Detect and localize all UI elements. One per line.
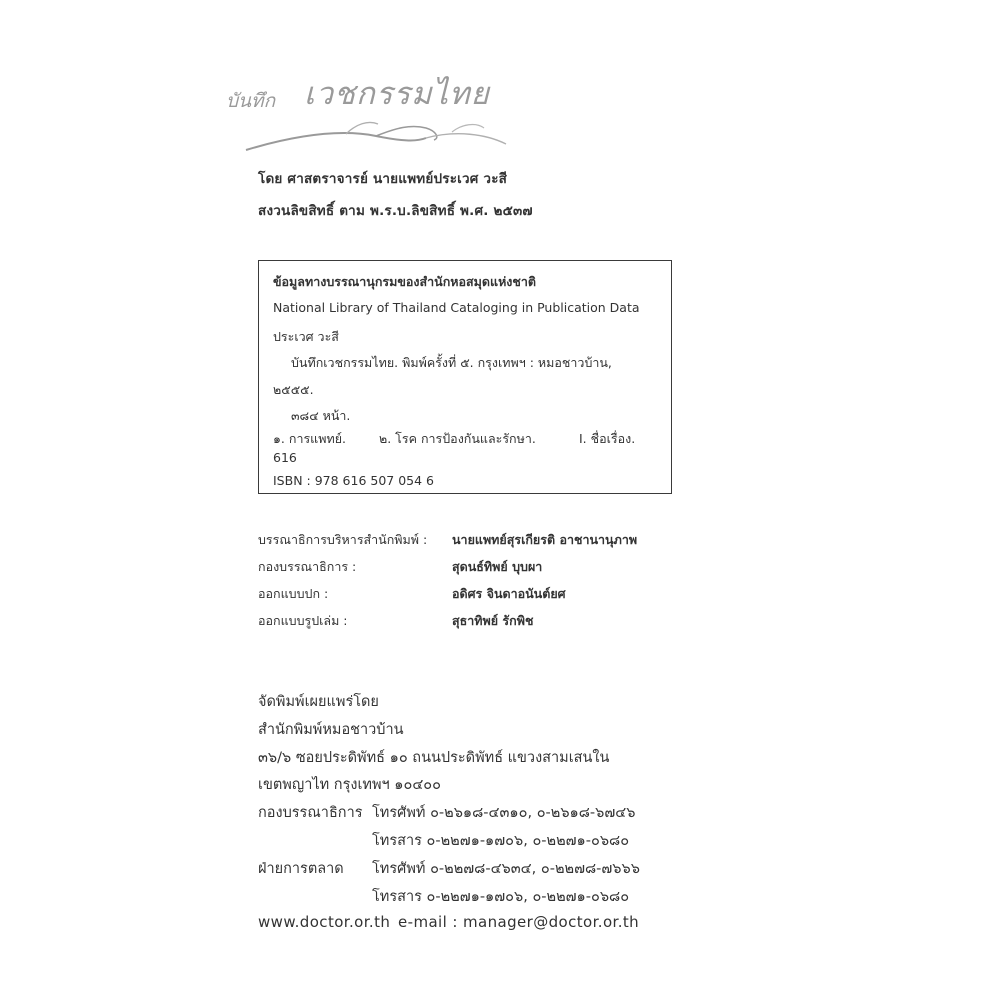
logo-small-text: บันทึก: [226, 90, 276, 112]
cip-heading-english: National Library of Thailand Cataloging in Publication Data: [273, 300, 640, 315]
editorial-fax: โทรสาร ๐-๒๒๗๑-๑๗๐๖, ๐-๒๒๗๑-๐๖๘๐: [372, 833, 630, 849]
logo-big-text: เวชกรรมไทย: [304, 76, 490, 112]
staff-value-executive-editor: นายแพทย์สุรเกียรติ อาชานานุภาพ: [452, 532, 638, 547]
cip-subject-1: ๑. การแพทย์.: [273, 431, 347, 446]
staff-value-layout-design: สุธาทิพย์ รักพิช: [452, 613, 534, 628]
cip-call-number: 616: [273, 450, 297, 465]
editorial-phone: โทรศัพท์ ๐-๒๖๑๘-๔๓๑๐, ๐-๒๖๑๘-๖๗๔๖: [372, 805, 636, 821]
staff-label-editorial: กองบรรณาธิการ :: [258, 559, 357, 574]
cip-title-line: บันทึกเวชกรรมไทย. พิมพ์ครั้งที่ ๕. กรุงเทพฯ : หมอชาวบ้าน,: [291, 355, 612, 370]
cip-pages: ๓๘๔ หน้า.: [291, 408, 351, 423]
publisher-address-line-1: ๓๖/๖ ซอยประดิพัทธ์ ๑๐ ถนนประดิพัทธ์ แขวงสามเสนใน: [258, 750, 610, 766]
marketing-phone: โทรศัพท์ ๐-๒๒๗๘-๔๖๓๔, ๐-๒๒๗๘-๗๖๖๖: [372, 861, 640, 877]
cip-isbn: ISBN : 978 616 507 054 6: [273, 473, 434, 488]
author-credit: โดย ศาสตราจารย์ นายแพทย์ประเวศ วะสี: [258, 171, 508, 187]
cip-year: ๒๕๕๕.: [273, 382, 314, 397]
marketing-contact-label: ฝ่ายการตลาด: [258, 861, 344, 877]
publisher-address-line-2: เขตพญาไท กรุงเทพฯ ๑๐๔๐๐: [258, 777, 441, 793]
marketing-fax: โทรสาร ๐-๒๒๗๑-๑๗๐๖, ๐-๒๒๗๑-๐๖๘๐: [372, 889, 630, 905]
publisher-name: สำนักพิมพ์หมอชาวบ้าน: [258, 722, 404, 738]
book-logo: [226, 68, 526, 158]
copyright-notice: สงวนลิขสิทธิ์ ตาม พ.ร.บ.ลิขสิทธิ์ พ.ศ. ๒๕๓๗: [258, 203, 533, 219]
editorial-contact-label: กองบรรณาธิการ: [258, 805, 363, 821]
cip-heading-thai: ข้อมูลทางบรรณานุกรมของสำนักหอสมุดแห่งชาติ: [273, 274, 537, 289]
cip-author: ประเวศ วะสี: [273, 329, 339, 344]
cip-data-box: [258, 260, 672, 494]
cip-subject-3: I. ชื่อเรื่อง.: [579, 431, 636, 446]
staff-label-cover-design: ออกแบบปก :: [258, 586, 329, 601]
publisher-intro: จัดพิมพ์เผยแพร่โดย: [258, 694, 379, 710]
cip-subject-2: ๒. โรค การป้องกันและรักษา.: [379, 431, 536, 446]
website-link[interactable]: www.doctor.or.th: [258, 913, 391, 931]
staff-value-cover-design: อดิศร จินดาอนันต์ยศ: [452, 586, 566, 601]
staff-label-layout-design: ออกแบบรูปเล่ม :: [258, 613, 348, 628]
logo-swirl-ornament: [226, 98, 526, 158]
staff-value-editorial: สุดนธ์ทิพย์ บุบผา: [452, 559, 543, 574]
email-link[interactable]: e-mail : manager@doctor.or.th: [398, 913, 640, 931]
staff-label-executive-editor: บรรณาธิการบริหารสำนักพิมพ์ :: [258, 532, 428, 547]
